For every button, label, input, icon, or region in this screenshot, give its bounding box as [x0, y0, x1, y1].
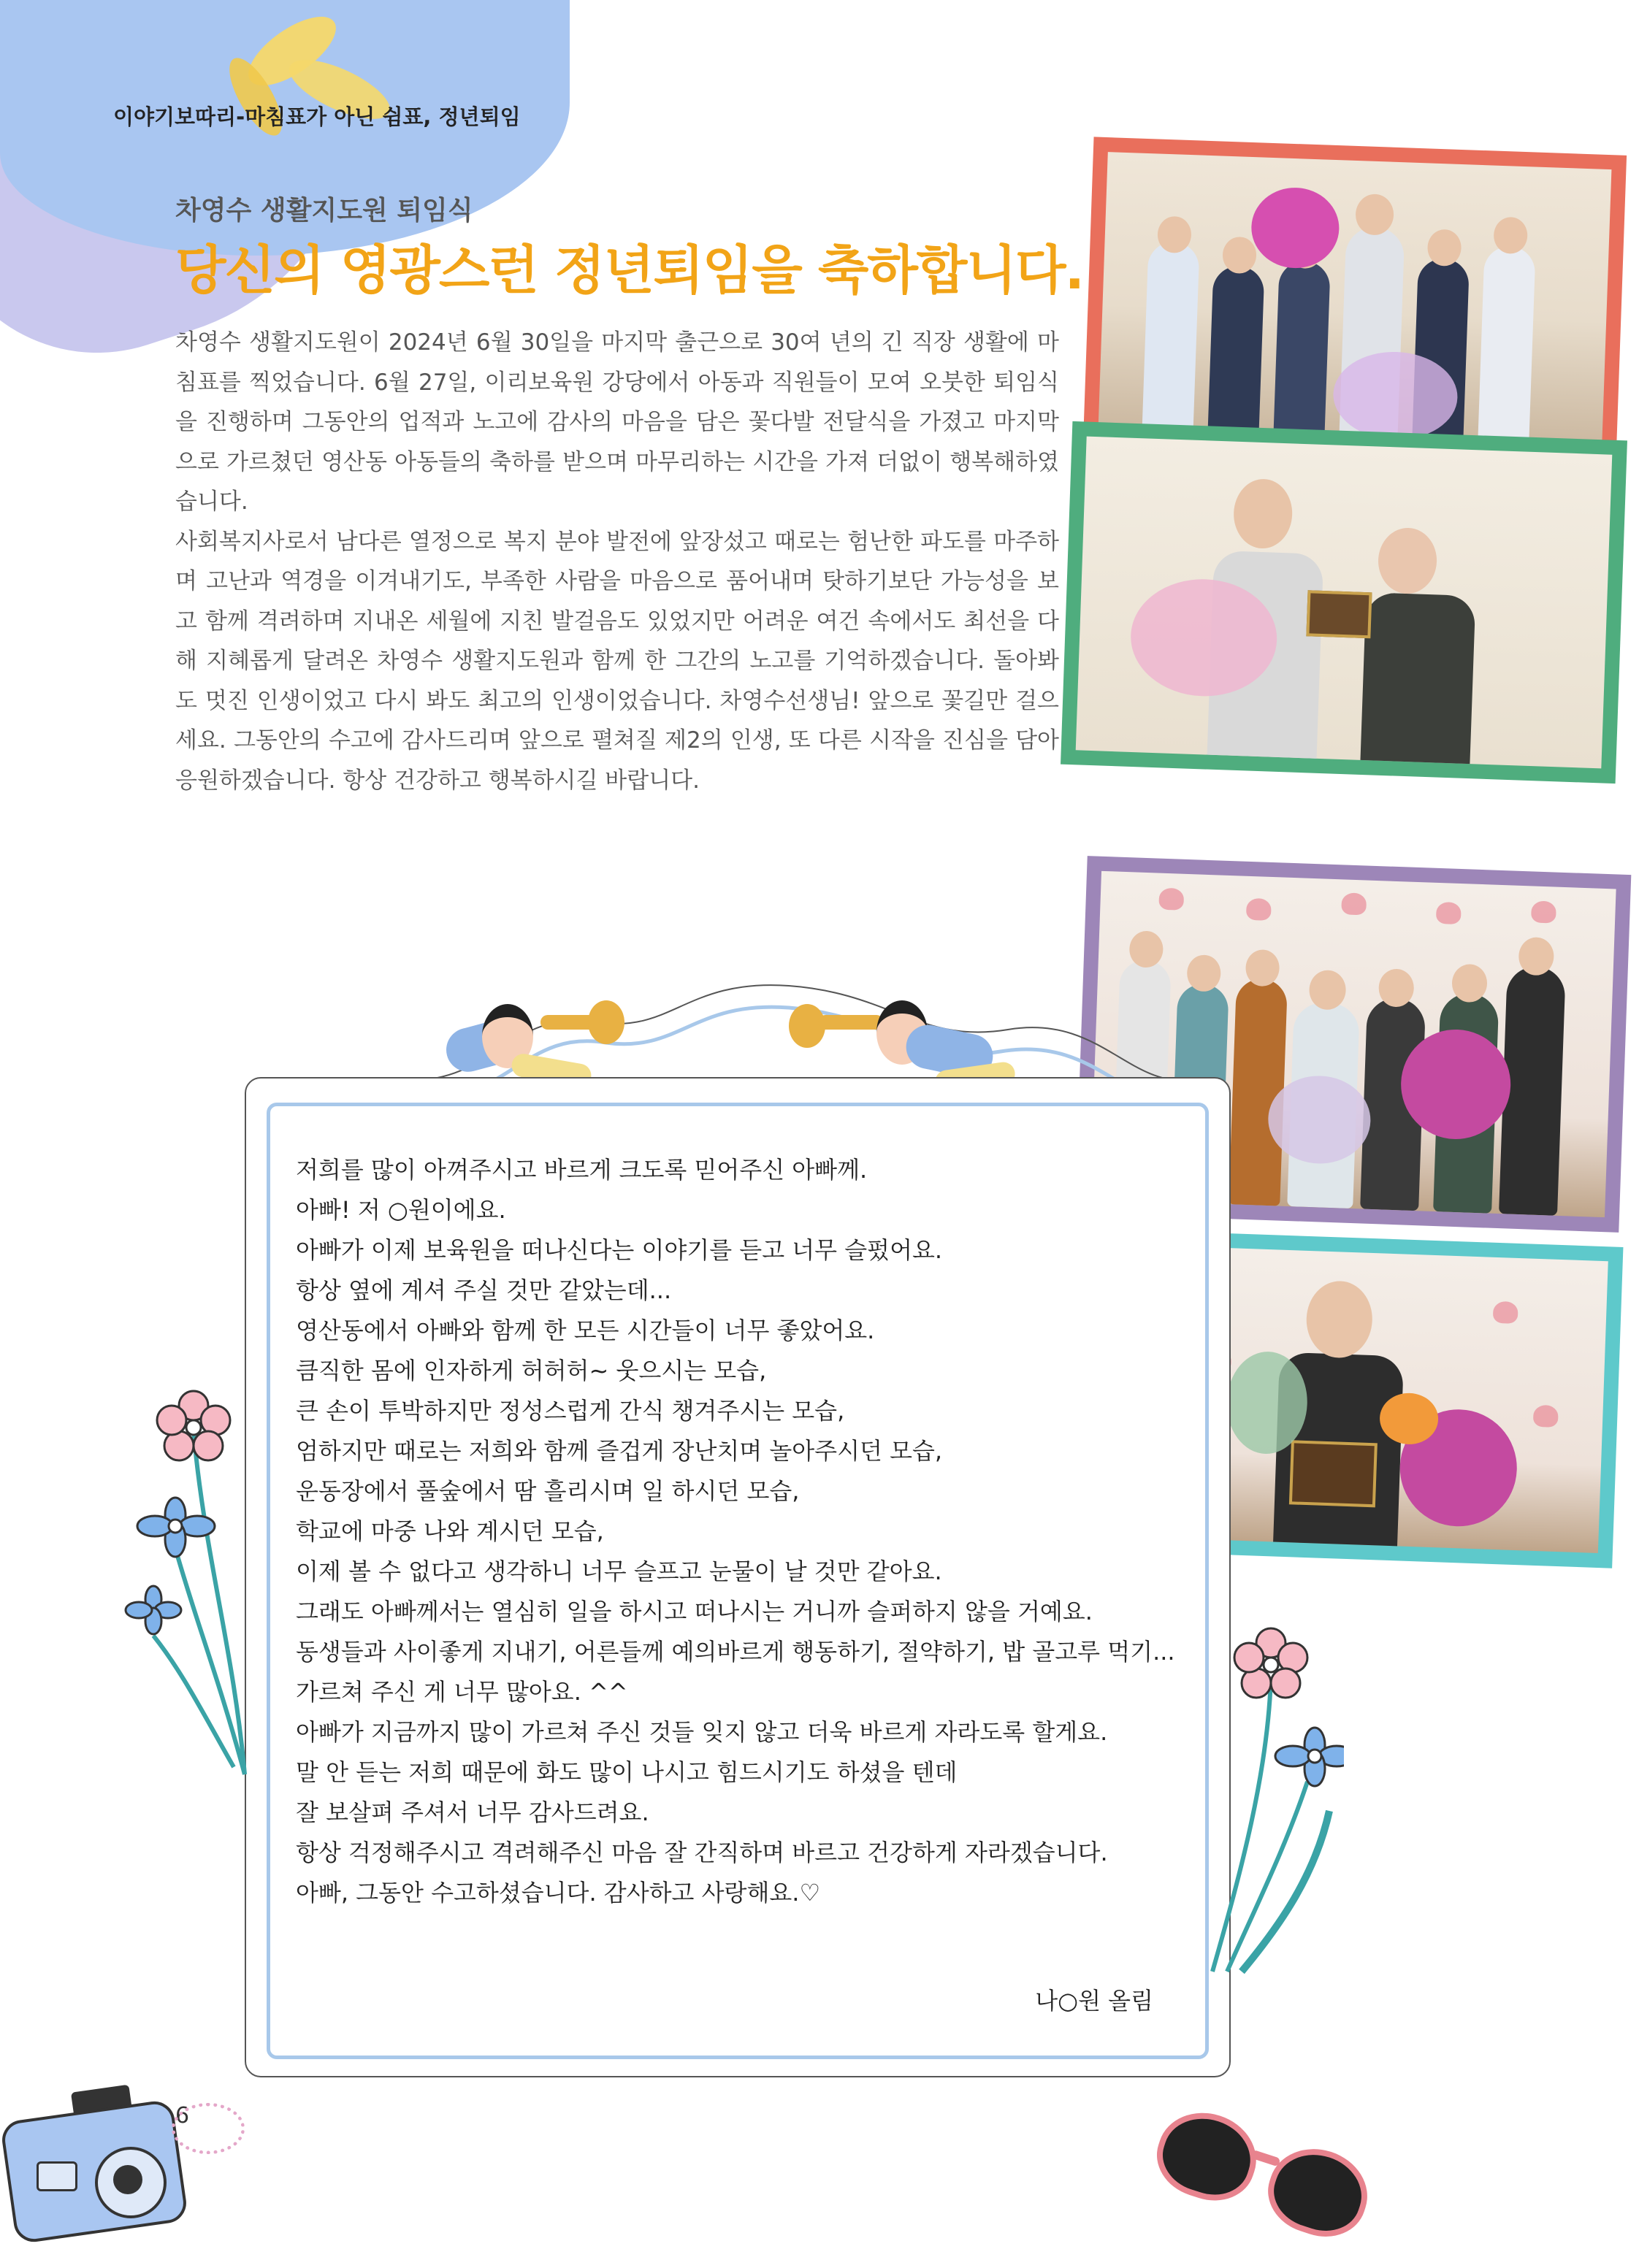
heart-sunglasses-icon	[1134, 2084, 1393, 2267]
letter-signature: 나○원 올림	[1035, 1987, 1153, 2015]
article-subtitle: 차영수 생활지도원 퇴임식	[175, 196, 473, 226]
bead-strap-decor	[172, 2103, 245, 2154]
letter-line: 큰 손이 투박하지만 정성스럽게 간식 챙겨주시는 모습,	[296, 1397, 845, 1425]
article-title: 당신의 영광스런 정년퇴임을 축하합니다.	[175, 240, 1083, 301]
letter-line: 학교에 마중 나와 계시던 모습,	[296, 1517, 604, 1545]
article-body	[175, 323, 1059, 800]
letter-line: 이제 볼 수 없다고 생각하니 너무 슬프고 눈물이 날 것만 같아요.	[296, 1558, 942, 1585]
photo-frame-group-children	[1083, 137, 1627, 461]
photo-bouquet-presentation	[1076, 437, 1613, 769]
photo-group-children	[1099, 152, 1612, 447]
section-header: 이야기보따리-마침표가 아닌 쉼표, 정년퇴임	[113, 104, 521, 129]
letter-line: 항상 걱정해주시고 격려해주신 마음 잘 간직하며 바르고 건강하게 자라겠습니다.	[296, 1839, 1108, 1866]
letter-line: 아빠가 지금까지 많이 가르쳐 주신 것들 잊지 않고 더욱 바르게 자라도록 할게요.	[296, 1718, 1108, 1746]
body-paragraph: 사회복지사로서 남다른 열정으로 복지 분야 발전에 앞장섰고 때로는 험난한 파도를 마주하며 고난과 역경을 이겨내기도, 부족한 사람을 마음으로 품어내며 탓하기보단 가능성을 보고 함께 격려하며 지내온 세월에 지친 발걸음도 있었지만 어려운 여건 속에서도 최선을 다해 지혜롭게 달려온 차영수 생활지도원과 함께 한 그간의 노고를 기억하겠습니다. 돌아봐도 멋진 인생이었고 다시 봐도 최고의 인생이었습니다. 차영수선생님! 앞으로 꽃길만 걸으세요. 그동안의 수고에 감사드리며 앞으로 펼쳐질 제2의 인생, 또 다른 시작을 진심을 담아 응원하겠습니다. 항상 건강하고 행복하시길 바랍니다.	[175, 528, 1059, 794]
letter-line: 가르쳐 주신 게 너무 많아요. ^^	[296, 1678, 628, 1706]
letter-line: 운동장에서 풀숲에서 땀 흘리시며 일 하시던 모습,	[296, 1477, 800, 1505]
flower-illustration-left	[124, 1373, 256, 1782]
letter-line: 말 안 듣는 저희 때문에 화도 많이 나시고 힘드시기도 하셨을 텐데	[296, 1758, 958, 1786]
letter-line: 영산동에서 아빠와 함께 한 모든 시간들이 너무 좋았어요.	[296, 1317, 875, 1344]
flower-illustration-right	[1198, 1614, 1344, 1979]
letter-line: 엄하지만 때로는 저희와 함께 즐겁게 장난치며 놀아주시던 모습,	[296, 1437, 943, 1465]
letter-line: 저희를 많이 아껴주시고 바르게 크도록 믿어주신 아빠께.	[296, 1156, 868, 1184]
camera-icon	[7, 2088, 190, 2234]
letter-line: 큼직한 몸에 인자하게 허허허~ 웃으시는 모습,	[296, 1357, 767, 1384]
letter-line: 아빠가 이제 보육원을 떠나신다는 이야기를 듣고 너무 슬펐어요.	[296, 1236, 943, 1264]
letter-line: 잘 보살펴 주셔서 너무 감사드려요.	[296, 1798, 649, 1826]
page-number: 6	[175, 2103, 190, 2129]
letter-line: 아빠! 저 ○원이에요.	[296, 1196, 506, 1224]
letter-line: 아빠, 그동안 수고하셨습니다. 감사하고 사랑해요.♡	[296, 1879, 821, 1907]
letter-line: 항상 옆에 계셔 주실 것만 같았는데...	[296, 1276, 672, 1304]
letter-line: 동생들과 사이좋게 지내기, 어른들께 예의바르게 행동하기, 절약하기, 밥 골고루 먹기...	[296, 1638, 1175, 1666]
letter-body	[296, 1150, 1194, 1913]
photo-frame-bouquet	[1061, 421, 1627, 784]
body-paragraph: 차영수 생활지도원이 2024년 6월 30일을 마지막 출근으로 30여 년의 긴 직장 생활에 마침표를 찍었습니다. 6월 27일, 이리보육원 강당에서 아동과 직원들이 모여 오붓한 퇴임식을 진행하며 그동안의 업적과 노고에 감사의 마음을 담은 꽃다발 전달식을 가졌고 마지막으로 가르쳤던 영산동 아동들의 축하를 받으며 마무리하는 시간을 가져 더없이 행복해하였습니다.	[175, 329, 1059, 515]
letter-line: 그래도 아빠께서는 열심히 일을 하시고 떠나시는 거니까 슬퍼하지 않을 거예요.	[296, 1598, 1093, 1625]
